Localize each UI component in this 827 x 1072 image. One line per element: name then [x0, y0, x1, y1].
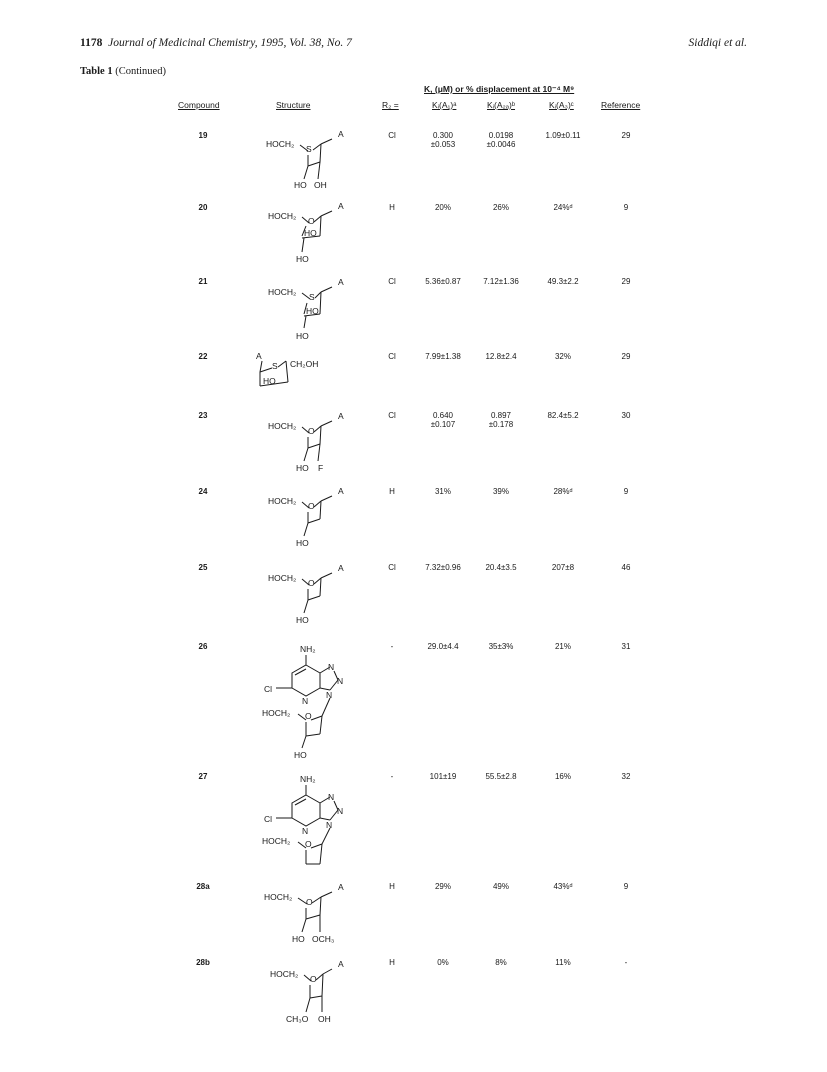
reference-cell: 30	[621, 411, 631, 420]
pyridine-n: N	[302, 826, 309, 836]
ki-a2a-error: ±0.178	[488, 420, 514, 429]
ki-a2a-cell: 49%	[492, 882, 509, 891]
compound-number: 28a	[196, 882, 210, 891]
bond	[321, 139, 332, 144]
ki-a3-cell: 21%	[554, 642, 571, 651]
table-caption: (Continued)	[112, 66, 166, 77]
structure-23	[260, 410, 370, 476]
ki-a3-cell: 28%ᵈ	[553, 487, 573, 496]
ki-a1-value: 0.300	[432, 131, 454, 140]
ki-a1-cell: 5.36±0.87	[425, 277, 461, 286]
ki-a1-cell: 29.0±4.4	[427, 642, 459, 651]
imidazole-n: N	[337, 676, 344, 686]
sugar-label: HOCH₂	[264, 892, 293, 902]
ki-a1-cell: 7.99±1.38	[425, 352, 461, 361]
ring-substituent: HO	[263, 376, 276, 386]
base-label: A	[338, 563, 344, 573]
bond	[320, 292, 321, 314]
ki-a2a-value: 0.897	[490, 411, 512, 420]
compound-number: 24	[198, 487, 208, 496]
col-reference: Reference	[601, 100, 641, 110]
ki-a3-cell: 11%	[555, 958, 571, 967]
bond	[308, 444, 320, 448]
bond	[321, 287, 332, 292]
bond	[260, 368, 272, 372]
ki-a2a-cell: 39%	[492, 487, 509, 496]
ki-a2a-cell	[476, 131, 526, 149]
bond	[308, 162, 320, 166]
bond	[316, 974, 323, 980]
bond	[322, 974, 323, 996]
bond	[320, 844, 322, 864]
ring-substituent: HO	[304, 228, 317, 238]
ki-a1-error: ±0.053	[430, 140, 456, 149]
imidazole-n: N	[326, 820, 333, 830]
sugar-label: HOCH₂	[268, 287, 297, 297]
ki-a3-cell: 43%ᵈ	[553, 882, 573, 891]
ki-a3-cell: 82.4±5.2	[547, 411, 579, 420]
structure-28b	[260, 958, 370, 1028]
reference-cell: 9	[623, 203, 629, 212]
ki-a2a-error: ±0.0046	[486, 140, 516, 149]
bond	[320, 144, 321, 162]
compound-number: 27	[198, 772, 208, 781]
ki-a2a-cell: 35±3%	[488, 642, 514, 651]
reference-cell: 9	[623, 882, 629, 891]
compound-number: 26	[198, 642, 208, 651]
bond	[321, 421, 332, 426]
bond	[314, 426, 321, 432]
ki-a3-cell: 1.09±0.11	[545, 131, 581, 140]
substituent-left: HO	[296, 463, 309, 473]
bond	[320, 716, 322, 734]
bond	[286, 361, 288, 382]
substituent-left: CH₃O	[286, 1014, 309, 1024]
ki-a2a-cell: 26%	[492, 203, 509, 212]
col-compound: Compound	[178, 100, 220, 110]
ring-heteroatom: O	[308, 216, 315, 226]
ring-heteroatom: O	[308, 501, 315, 511]
bond	[318, 444, 320, 461]
amino-label: NH₂	[300, 774, 316, 784]
ki-a2a-cell: 12.8±2.4	[485, 352, 517, 361]
base-label: A	[338, 486, 344, 496]
structure-28a	[258, 881, 368, 947]
amino-label: NH₂	[300, 644, 316, 654]
ring-heteroatom: S	[309, 292, 315, 302]
reference-cell: 32	[621, 772, 631, 781]
ki-a1-cell: 7.32±0.96	[425, 563, 461, 572]
bond	[323, 969, 332, 974]
bond	[308, 519, 320, 523]
bond	[320, 426, 321, 444]
reference-cell: 46	[621, 563, 631, 572]
bond	[314, 578, 321, 584]
sugar-label: HOCH₂	[268, 496, 297, 506]
bond	[321, 573, 332, 578]
ring-heteroatom: O	[310, 974, 317, 984]
ki-a3-cell: 16%	[554, 772, 571, 781]
ki-a1-cell: 31%	[434, 487, 451, 496]
bond	[314, 216, 321, 222]
chloro-label: Cl	[264, 684, 273, 694]
bond	[308, 596, 320, 600]
ki-a1-error: ±0.107	[430, 420, 456, 429]
bond	[320, 578, 321, 596]
running-header	[80, 37, 352, 49]
bond	[314, 501, 321, 507]
bond	[320, 216, 321, 236]
bond	[322, 828, 330, 844]
r2-cell: Cl	[388, 563, 396, 572]
imidazole-n: N	[337, 806, 344, 816]
r2-cell: H	[389, 203, 395, 212]
bond	[304, 600, 308, 613]
structure-24	[260, 485, 370, 551]
imidazole-n: N	[326, 690, 333, 700]
base-label: A	[338, 411, 344, 421]
substituent-left: HO	[296, 254, 309, 264]
sugar-label: HOCH₂	[268, 573, 297, 583]
structure-19	[260, 128, 370, 194]
r2-cell: H	[389, 882, 395, 891]
ki-a1-value: 0.640	[432, 411, 454, 420]
compound-number: 22	[198, 352, 208, 361]
ki-a3-cell: 49.3±2.2	[547, 277, 579, 286]
reference-cell: 29	[621, 131, 631, 140]
compound-number: 21	[198, 277, 208, 286]
bond	[302, 736, 306, 748]
structure-22	[254, 348, 364, 398]
col-ki-a2a: Kᵢ(A₂ₐ)ᵇ	[487, 100, 516, 110]
bond	[310, 996, 322, 998]
sugar-label: HOCH₂	[270, 969, 299, 979]
imidazole-n: N	[328, 792, 335, 802]
ring-heteroatom: O	[305, 711, 312, 721]
page-number: 1178	[80, 37, 103, 49]
substituent-right: OCH₃	[312, 934, 335, 944]
bond	[311, 844, 322, 848]
base-label: A	[338, 882, 344, 892]
sugar-label: HOCH₂	[266, 139, 295, 149]
bond	[260, 361, 262, 372]
substituent-left: HO	[296, 538, 309, 548]
reference-cell: -	[624, 958, 628, 967]
col-structure: Structure	[276, 100, 311, 110]
sugar-label: HOCH₂	[262, 708, 291, 718]
structure-25	[260, 562, 370, 628]
substituent-right: OH	[318, 1014, 331, 1024]
r2-cell: H	[389, 958, 395, 967]
imidazole-n: N	[328, 662, 335, 672]
ki-a1-cell: 29%	[434, 882, 451, 891]
ki-a1-cell: 101±19	[429, 772, 457, 781]
author-header: Siddiqi et al.	[688, 37, 747, 49]
reference-cell: 29	[621, 277, 631, 286]
sugar-label: CH₂OH	[290, 359, 319, 369]
r2-cell: -	[390, 642, 394, 651]
ki-a1-cell	[418, 131, 468, 149]
structure-27	[258, 772, 368, 872]
journal-citation: Journal of Medicinal Chemistry, 1995, Vol. 38, No. 7	[108, 37, 352, 49]
base-label: A	[338, 959, 344, 969]
r2-cell: H	[389, 487, 395, 496]
ring-heteroatom: O	[305, 839, 312, 849]
ki-a1-cell	[418, 411, 468, 429]
reference-cell: 29	[621, 352, 631, 361]
base-label: A	[256, 351, 262, 361]
structure-20	[260, 200, 370, 266]
ki-a3-cell: 32%	[554, 352, 571, 361]
bond	[320, 897, 321, 915]
substituent-left: HO	[292, 934, 305, 944]
ki-a1-cell: 20%	[434, 203, 451, 212]
bond	[321, 892, 332, 897]
table-title	[80, 66, 166, 77]
col-ki-a3: Kᵢ(A₃)ᶜ	[549, 100, 574, 110]
bond	[306, 998, 310, 1012]
r2-cell: Cl	[388, 411, 396, 420]
bond	[306, 734, 320, 736]
base-label: A	[338, 201, 344, 211]
r2-cell: -	[390, 772, 394, 781]
substituent-left: HO	[294, 180, 307, 190]
compound-number: 23	[198, 411, 208, 420]
ki-a2a-cell	[476, 411, 526, 429]
affinity-span-header: K, (μM) or % displacement at 10⁻⁴ M⁹	[424, 84, 575, 94]
ki-a1-cell: 0%	[437, 958, 449, 967]
ki-a3-cell: 24%ᵈ	[553, 203, 573, 212]
bond	[302, 919, 306, 932]
substituent-left: HO	[294, 750, 307, 760]
base-label: A	[338, 277, 344, 287]
ring-heteroatom: O	[308, 578, 315, 588]
ki-a2a-cell: 8%	[495, 958, 507, 967]
table-label: Table 1	[80, 66, 113, 77]
pyridine-ring	[292, 795, 320, 826]
col-ki-a1: Kᵢ(A₁)ᵃ	[432, 100, 457, 110]
bond	[304, 448, 308, 461]
bond	[318, 162, 320, 179]
bond	[302, 238, 304, 252]
bond	[315, 292, 321, 298]
compound-number: 19	[198, 131, 208, 140]
pyridine-ring	[292, 665, 320, 696]
reference-cell: 9	[623, 487, 629, 496]
compound-number: 28b	[196, 958, 210, 967]
structure-21	[260, 276, 370, 342]
ki-a3-cell: 207±8	[551, 563, 575, 572]
r2-cell: Cl	[388, 131, 396, 140]
sugar-label: HOCH₂	[268, 211, 297, 221]
ring-heteroatom: S	[306, 144, 312, 154]
sugar-label: HOCH₂	[268, 421, 297, 431]
substituent-right: F	[318, 463, 324, 473]
ki-a2a-cell: 7.12±1.36	[483, 277, 519, 286]
col-r2: R₂ =	[382, 100, 399, 110]
ring-heteroatom: S	[272, 361, 278, 371]
chloro-label: Cl	[264, 814, 273, 824]
bond	[312, 897, 321, 903]
r2-cell: Cl	[388, 352, 396, 361]
base-label: A	[338, 129, 344, 139]
sugar-label: HOCH₂	[262, 836, 291, 846]
bond	[304, 523, 308, 536]
bond	[321, 496, 332, 501]
ring-substituent: HO	[306, 306, 319, 316]
bond	[278, 361, 286, 367]
bond	[306, 915, 320, 919]
substituent-left: HO	[296, 331, 309, 341]
ki-a2a-value: 0.0198	[488, 131, 514, 140]
bond	[321, 211, 332, 216]
bond	[313, 144, 321, 150]
substituent-left: HO	[296, 615, 309, 625]
bond	[320, 501, 321, 519]
ring-heteroatom: O	[306, 897, 313, 907]
bond	[311, 716, 322, 720]
ki-a2a-cell: 20.4±3.5	[485, 563, 517, 572]
structure-26	[258, 642, 368, 764]
substituent-right: OH	[314, 180, 327, 190]
compound-number: 20	[198, 203, 208, 212]
r2-cell: Cl	[388, 277, 396, 286]
pyridine-n: N	[302, 696, 309, 706]
ki-a2a-cell: 55.5±2.8	[485, 772, 517, 781]
bond	[304, 166, 308, 179]
bond	[322, 698, 330, 716]
ring-heteroatom: O	[308, 426, 315, 436]
bond	[304, 316, 306, 328]
compound-number: 25	[198, 563, 208, 572]
reference-cell: 31	[621, 642, 631, 651]
